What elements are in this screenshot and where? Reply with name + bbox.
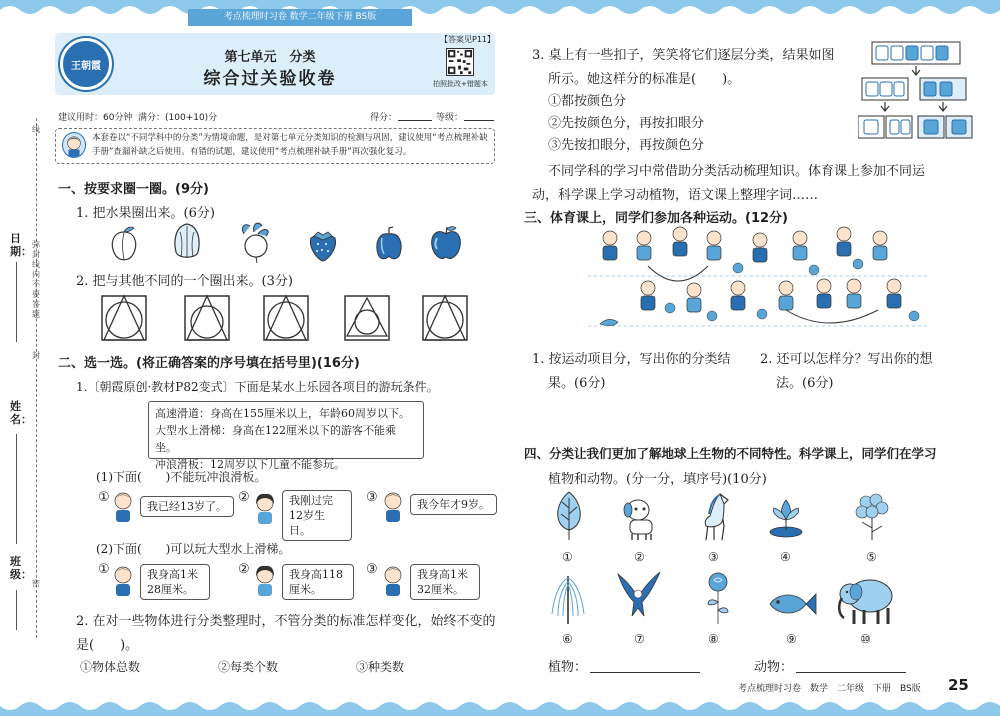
bottom-wave-border (0, 698, 1000, 716)
section-2-title: 二、选一选。(将正确答案的序号填在括号里)(16分) (58, 356, 360, 371)
s2-q2-option-3[interactable]: ③种类数 (356, 660, 405, 674)
tree-icon[interactable] (550, 490, 588, 542)
bell-pepper-icon[interactable] (372, 226, 406, 262)
boy-avatar-icon-2[interactable] (380, 490, 406, 522)
apple-icon[interactable] (428, 224, 464, 262)
s2-q3-option-3[interactable]: ③先按扣眼分，再按颜色分 (548, 138, 705, 153)
unit-title: 第七单元 分类 (224, 50, 316, 65)
s2-question-1: 1.〔朝霞原创·教材P82变式〕下面是某水上乐园各项目的游玩条件。 (76, 380, 439, 394)
section-3-title: 三、体育课上，同学们参加各种运动。(12分) (524, 211, 788, 226)
answer-reference: 【答案见P11】 (440, 35, 496, 44)
option-num-2a: ① (98, 562, 110, 577)
horse-icon[interactable] (694, 490, 734, 544)
label-5: ⑤ (866, 550, 877, 564)
ride-rules-box (148, 401, 424, 471)
s2-question-3-line1: 3. 桌上有一些扣子，笑笑将它们逐层分类，结果如图 (532, 48, 835, 63)
animal-answer-line[interactable] (796, 672, 906, 673)
girl-avatar-icon-2[interactable] (252, 564, 278, 596)
s3-question-2-line1: 2. 还可以怎样分？写出你的想 (760, 352, 933, 367)
option-num-1c: ③ (366, 490, 378, 505)
hydrangea-icon[interactable] (852, 490, 892, 544)
s3-question-2-line2: 法。(6分) (776, 376, 834, 391)
page-footer: 考点梳理时习卷 数学 二年级 下册 BS版 (738, 684, 921, 694)
willow-tree-icon[interactable] (546, 570, 590, 626)
page-number: 25 (948, 676, 969, 694)
label-10: ⑩ (860, 632, 871, 646)
section-1-title: 一、按要求圈一圈。(9分) (58, 182, 209, 197)
seal-dashed-line (36, 118, 37, 638)
suggested-time: 建议用时：60分钟 (58, 113, 133, 123)
s2-q3-option-2[interactable]: ②先按颜色分，再按扣眼分 (548, 116, 705, 131)
date-label: 日期： (10, 232, 32, 258)
rule-1: 高速滑道：身高在155厘米以上，年龄60周岁以下。 (155, 407, 410, 420)
label-8: ⑧ (708, 632, 719, 646)
lotus-icon[interactable] (766, 494, 806, 542)
elephant-icon[interactable] (836, 574, 898, 626)
option-num-1a: ① (98, 490, 110, 505)
speech-bubble-1b: 我刚过完12岁生日。 (282, 490, 352, 541)
score-label: 得分： (370, 113, 398, 123)
top-wave-border (0, 0, 1000, 18)
label-3: ③ (708, 550, 719, 564)
seal-tag-top: 线 (32, 125, 40, 134)
section-4-title: 四、分类让我们更加了解地球上生物的不同特性。科学课上，同学们在学习 (524, 446, 937, 461)
peach-icon[interactable] (106, 224, 142, 262)
square-circle-triangle-1[interactable] (100, 294, 148, 342)
option-num-1b: ② (238, 490, 250, 505)
eagle-icon[interactable] (614, 568, 664, 624)
speech-bubble-1a: 我已经13岁了。 (140, 496, 234, 517)
rose-icon[interactable] (700, 570, 736, 626)
s2-question-2-line1: 2. 在对一些物体进行分类整理时，不管分类的标准怎样变化，始终不变的 (76, 614, 496, 629)
name-label: 姓名： (10, 400, 32, 426)
boy-avatar-icon-3[interactable] (110, 564, 136, 596)
button-sorting-diagram (858, 40, 974, 144)
s2-sub-question-2: (2)下面( )可以玩大型水上滑梯。 (96, 542, 291, 556)
boy-avatar-icon[interactable] (110, 490, 136, 522)
class-line (16, 590, 17, 630)
s2-question-2-line2: 是( )。 (76, 638, 139, 653)
s2-q2-option-2[interactable]: ②每类个数 (218, 660, 279, 674)
series-banner: 考点梳理时习卷 数学二年级下册 BS版 (188, 9, 412, 26)
plant-answer-line[interactable] (590, 672, 700, 673)
context-paragraph-line2: 动，科学课上学习动植物，语文课上整理字词…… (532, 188, 819, 203)
square-circle-triangle-5[interactable] (421, 294, 469, 342)
label-2: ② (634, 550, 645, 564)
cabbage-icon[interactable] (168, 220, 206, 262)
dog-icon[interactable] (620, 494, 660, 542)
grade-blank[interactable] (464, 120, 494, 121)
label-6: ⑥ (562, 632, 573, 646)
score-blank[interactable] (398, 120, 432, 121)
s2-question-3-line2: 所示。她这样分的标准是( )。 (548, 72, 741, 87)
rule-2: 大型水上滑梯：身高在122厘米以下的游客不能乘坐。 (155, 424, 396, 454)
label-1: ① (562, 550, 573, 564)
speech-bubble-2a: 我身高1米28厘米。 (140, 564, 210, 600)
seal-tag-bot: 密 (32, 579, 40, 588)
girl-avatar-icon[interactable] (252, 492, 278, 524)
s3-question-1-line1: 1. 按运动项目分，写出你的分类结 (532, 352, 731, 367)
boy-avatar-icon-4[interactable] (380, 564, 406, 596)
speech-bubble-1c: 我今年才9岁。 (410, 494, 497, 515)
s1-question-2: 2. 把与其他不同的一个圈出来。(3分) (76, 274, 293, 289)
radish-icon[interactable] (236, 220, 274, 264)
option-num-2c: ③ (366, 562, 378, 577)
date-line (16, 262, 17, 342)
page-title: 综合过关验收卷 (203, 69, 337, 89)
label-7: ⑦ (634, 632, 645, 646)
context-paragraph-line1: 不同学科的学习中常借助分类活动梳理知识。体育课上参加不同运 (548, 164, 926, 179)
s2-sub-question-1: (1)下面( )不能玩冲浪滑板。 (96, 470, 267, 484)
label-9: ⑨ (786, 632, 797, 646)
full-score: 满分：(100+10)分 (138, 113, 218, 123)
qr-code-icon[interactable] (446, 48, 474, 76)
fish-icon[interactable] (766, 590, 818, 618)
s1-question-1: 1. 把水果圈出来。(6分) (76, 206, 215, 221)
qr-label: 拍照批改+错题本 (433, 80, 488, 88)
seal-tag-mid: 封 (32, 351, 40, 360)
plant-label: 植物： (548, 660, 588, 675)
publisher-logo (60, 38, 112, 90)
name-line (16, 434, 17, 544)
option-num-2b: ② (238, 562, 250, 577)
teacher-avatar-icon (62, 132, 86, 158)
speech-bubble-2c: 我身高1米32厘米。 (410, 564, 480, 600)
intro-text: 本套卷以“不同学科中的分类”为情境命题，是对第七单元分类知识的检测与巩固，建议使用“考点梳理补缺手册”查漏补缺之后使用。有错的试题，建议使用“考点梳理补缺手册”再次强化复习。 (92, 133, 488, 157)
section-4-subtitle: 植物和动物。(分一分，填序号)(10分) (548, 472, 767, 487)
rule-3: 冲浪滑板：12周岁以下儿童不能参玩。 (155, 458, 345, 471)
class-label: 班级： (10, 555, 32, 581)
grade-label: 等级： (436, 113, 464, 123)
animal-label: 动物： (754, 660, 794, 675)
label-4: ④ (780, 550, 791, 564)
square-triangle-circle-odd[interactable] (343, 294, 391, 342)
sports-scene-illustration (588, 226, 928, 334)
s2-q2-option-1[interactable]: ①物体总数 (80, 660, 141, 674)
s3-question-1-line2: 果。(6分) (548, 376, 606, 391)
square-circle-triangle-2[interactable] (183, 294, 231, 342)
s2-q3-option-1[interactable]: ①都按颜色分 (548, 94, 627, 109)
speech-bubble-2b: 我身高118厘米。 (282, 564, 354, 600)
seal-note: 弥封线内不要答题 (32, 240, 40, 319)
strawberry-icon[interactable] (306, 228, 340, 262)
logo-text: 王朝霞 (71, 61, 101, 72)
square-circle-triangle-3[interactable] (262, 294, 310, 342)
